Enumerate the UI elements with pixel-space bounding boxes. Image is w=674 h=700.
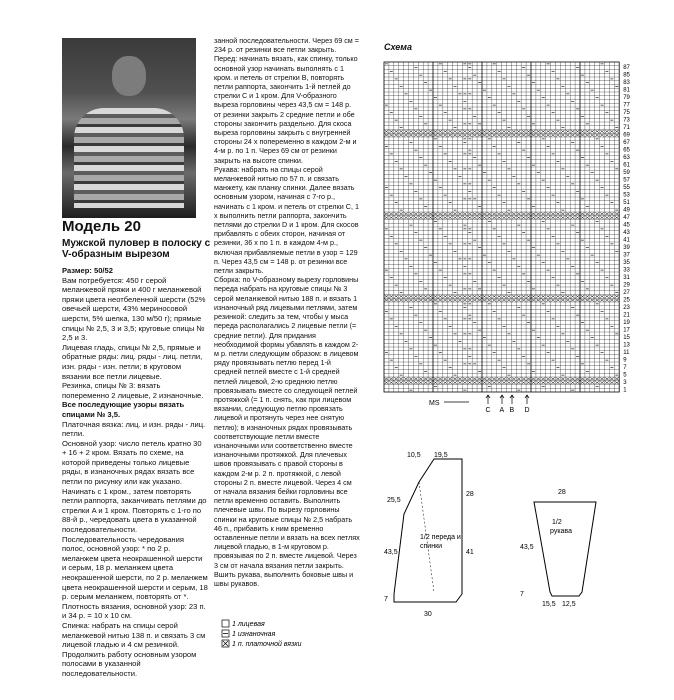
dim-sleeve-top: 28 bbox=[558, 489, 566, 496]
chart-row-label: 39 bbox=[623, 245, 630, 252]
chart-row-label: 73 bbox=[623, 117, 630, 124]
instructions-col2 bbox=[214, 36, 360, 588]
dim-bottom: 30 bbox=[424, 611, 432, 618]
rib: Резинка, спицы № 3: вязать попеременно 2 лицевые, 2 изнаночные. bbox=[62, 381, 204, 400]
chart-arrow-label: B bbox=[509, 407, 515, 414]
chart-arrow bbox=[500, 395, 504, 404]
chart-arrow bbox=[486, 395, 490, 404]
chart-row-label: 63 bbox=[623, 155, 630, 162]
gauge: Плотность вязания, основной узор: 23 п. и 34 р. = 10 х 10 см. bbox=[62, 601, 206, 621]
chart-row-label: 11 bbox=[623, 350, 630, 357]
dim-sleeve-left-bottom: 7 bbox=[520, 591, 524, 598]
legend-text: 1 изнаночная bbox=[232, 631, 276, 638]
chart-arrow-label: C bbox=[485, 407, 491, 414]
chart-row-label: 35 bbox=[623, 260, 630, 267]
dim-left-bottom: 7 bbox=[384, 596, 388, 603]
chart-row-label: 37 bbox=[623, 252, 630, 259]
assembly: Сборка: по V-образному вырезу горловины переда набрать на круговые спицы № 3 серой меланжевой нитью 188 п. и вязать 1 изнаночный ряд лицевыми петлями, затем резинкой: следить за тем, чтобы у мыса переда располагались 2 лицевые петли (= средние петли). Для придания необходимой формы убавлять в каждом 2-м р. петли следующим образом: в лицевом ряду провязывать петлю перед 1-й средней петлей вместе с 1-й средней петлей лицевой, 2-ю среднюю петлю провязывать вместе со следующей петлей протяжкой (= 1 п. снять, как при лицевом вязании, следующую петлю провязать лицевой и протянуть через нее снятую петлю); в изнаночных рядах провязывать соответствующие петли вместе изнаночными или соответственно вместе изнаночными протяжкой. Для плечевых швов провязывать с правой стороны в каждом 2-м р. 2 п. протяжкой, с левой стороны 2 п. вместе лицевой. Через 4 см от начала вязания бейки горловины все петли временно оставить. Выполнить плечевые швы. По вырезу горловины спинки на круговые спицы № 2,5 набрать 46 п., прибавить к ним временно оставленные петли и вязать на всех петлях лицевой гладью, в 1-м круговом р. провязывая по 2 п. вместе лицевой. Через 3 см от начала вязания петли закрыть. Вшить рукава, выполнить боковые швы и швы рукавов. bbox=[214, 275, 360, 588]
chart-row-label: 9 bbox=[623, 357, 627, 364]
chart-row-label: 75 bbox=[623, 110, 630, 117]
chart-row-label: 41 bbox=[623, 237, 630, 244]
chart-row-label: 3 bbox=[623, 380, 627, 387]
dim-sleeve-bottom-left: 15,5 bbox=[542, 601, 556, 608]
dim-top-left: 10,5 bbox=[407, 452, 421, 459]
instructions-col1 bbox=[62, 266, 208, 679]
chart-row-label: 33 bbox=[623, 267, 630, 274]
chart-row-label: 45 bbox=[623, 222, 630, 229]
chart-row-label: 31 bbox=[623, 275, 630, 282]
model-face bbox=[112, 56, 146, 96]
subtitle: Мужской пуловер в полоску с V-образным вырезом bbox=[62, 238, 211, 260]
front-back-outline bbox=[394, 459, 462, 602]
dim-top-right: 19,5 bbox=[434, 452, 448, 459]
chart-row-label: 19 bbox=[623, 320, 630, 327]
model-photo bbox=[62, 38, 196, 218]
chart-arrow bbox=[510, 395, 514, 404]
chart-row-label: 13 bbox=[623, 342, 630, 349]
legend-text: 1 лицевая bbox=[232, 621, 265, 628]
needles-note: Все последующие узоры вязать спицами № 3,5. bbox=[62, 400, 185, 419]
chart-row-label: 55 bbox=[623, 185, 630, 192]
chart-row-label: 77 bbox=[623, 102, 630, 109]
chart-row-label: 71 bbox=[623, 125, 630, 132]
model-title: Модель 20 bbox=[62, 218, 141, 235]
chart-arrow-label: D bbox=[524, 407, 530, 414]
materials: Вам потребуется: 450 г серой меланжевой пряжи и 400 г меланжевой пряжи цвета неотбеленной шерсти (52% овечьей шерсти, 43% мериносовой шерсти, 5% шелка, 130 м/50 г); прямые спицы № 2,5, 3 и 3,5; круговые спицы № 2,5 и 3. bbox=[62, 275, 206, 343]
main-pattern: Основной узор: число петель кратно 30 + 16 + 2 кром. Вязать по схеме, на которой приведены только лицевые ряды, в изнаночных рядах вязать все петли по рисунку или как указано. Начинать с 1 кром., затем повторять петли раппорта, заканчивать петлями до стрелки A и 1 кром. Повторять с 1-го по 88-й р., чередовать цвета в указанной последовательности. bbox=[62, 438, 207, 535]
chart-row-label: 49 bbox=[623, 207, 630, 214]
chart-row-label: 47 bbox=[623, 215, 630, 222]
dim-left-upper: 25,5 bbox=[387, 497, 401, 504]
stripe-sequence: Последовательность чередования полос, основной узор: * по 2 р. меланжем цвета неокрашенной шерсти и серым, 18 р. меланжем цвета неокрашенной шерсти, по 2 р. меланжем цвета неокрашенной шерсти и серым, 18 р. серым меланжем, повторять от *. bbox=[62, 534, 208, 602]
size-line: Размер: 50/52 bbox=[62, 266, 113, 275]
chart-row-label: 15 bbox=[623, 335, 630, 342]
chart-row-label: 79 bbox=[623, 95, 630, 102]
chart-row-label: 57 bbox=[623, 177, 630, 184]
chart-row-label: 69 bbox=[623, 132, 630, 139]
chart-row-label: 51 bbox=[623, 200, 630, 207]
dim-right-upper: 28 bbox=[466, 491, 474, 498]
chart-row-label: 61 bbox=[623, 162, 630, 169]
chart-row-label: 81 bbox=[623, 87, 630, 94]
garter: Платочная вязка: лиц. и изн. ряды - лиц. петли. bbox=[62, 419, 206, 439]
chart-row-label: 87 bbox=[623, 65, 630, 72]
chart-arrow bbox=[525, 395, 529, 404]
chart-row-label: 85 bbox=[623, 72, 630, 79]
chart-row-label: 53 bbox=[623, 192, 630, 199]
chart-arrow-label: A bbox=[499, 407, 505, 414]
sleeve-outline bbox=[534, 502, 596, 596]
chart-row-label: 27 bbox=[623, 290, 630, 297]
sleeve-label: 1/2 рукава bbox=[550, 519, 572, 535]
sleeves: Рукава: набрать на спицы серой меланжевой нитью по 57 п. и связать манжету, как планку спинки. Далее вязать основным узором, начиная с 7-го р., начинать с 1 кром. и петель от стрелки C, 1 х выполнить петли раппорта, закончить петлями до стрелки D и 1 кром. Для скосов прибавлять с обеих сторон, начиная от резинки, 36 х по 1 п. в каждом 4-м р., включая прибавляемые петли в узор = 129 п. Через 43,5 см = 148 р. от резинки все петли закрыть. bbox=[214, 164, 359, 276]
knitting-chart bbox=[374, 52, 674, 432]
chart-row-label: 7 bbox=[623, 365, 627, 372]
front-back-label: 1/2 переда и спинки bbox=[420, 534, 461, 550]
chart-row-label: 25 bbox=[623, 297, 630, 304]
front: Перед: начинать вязать, как спинку, только основной узор начинать выполнять с 1 кром. и петель от стрелки B, повторять петли раппорта, закончить 1-й петлей до стрелки C и 1 кром. Для V-образного выреза горловины через 43,5 см = 148 р. от резинки закрыть 2 средние петли и обе стороны закончить раздельно. Для скоса выреза горловины закрыть с внутренней стороны 24 х попеременно в каждом 2-м и 4-м р. по 1 п. Через 69 см от резинки закрыть на высоте спинки. bbox=[214, 54, 358, 165]
ms-label: MS bbox=[429, 400, 440, 407]
back-end: занной последовательности. Через 69 см = 234 р. от резинки все петли закрыть. bbox=[214, 36, 359, 55]
chart-row-label: 67 bbox=[623, 140, 630, 147]
chart-row-label: 21 bbox=[623, 312, 630, 319]
legend-text: 1 п. платочной вязки bbox=[232, 641, 302, 648]
dim-sleeve-left: 43,5 bbox=[520, 544, 534, 551]
striped-sweater bbox=[74, 108, 184, 208]
dim-sleeve-bottom-right: 12,5 bbox=[562, 601, 576, 608]
dim-right-lower: 41 bbox=[466, 549, 474, 556]
legend-box bbox=[222, 620, 229, 627]
stockinette: Лицевая гладь, спицы № 2,5, прямые и обратные ряды: лиц. ряды - лиц. петли, изн. ряды - изн. петли; в круговом вязании все петли лицевые. bbox=[62, 342, 203, 381]
back: Спинка: набрать на спицы серой меланжевой нитью 138 п. и связать 3 см лицевой гладью и 4 см резинкой. Продолжить работу основным узором полосами в указанной последовательности. bbox=[62, 620, 206, 678]
chart-row-label: 59 bbox=[623, 170, 630, 177]
dim-left-lower: 43,5 bbox=[384, 549, 398, 556]
scheme-title: Схема bbox=[384, 42, 412, 52]
chart-row-label: 83 bbox=[623, 80, 630, 87]
chart-row-label: 5 bbox=[623, 372, 627, 379]
schematic-patterns bbox=[232, 452, 674, 684]
chart-row-label: 65 bbox=[623, 147, 630, 154]
chart-row-label: 43 bbox=[623, 230, 630, 237]
chart-row-label: 1 bbox=[623, 387, 627, 394]
chart-row-label: 17 bbox=[623, 327, 630, 334]
chart-row-label: 29 bbox=[623, 282, 630, 289]
chart-row-label: 23 bbox=[623, 305, 630, 312]
